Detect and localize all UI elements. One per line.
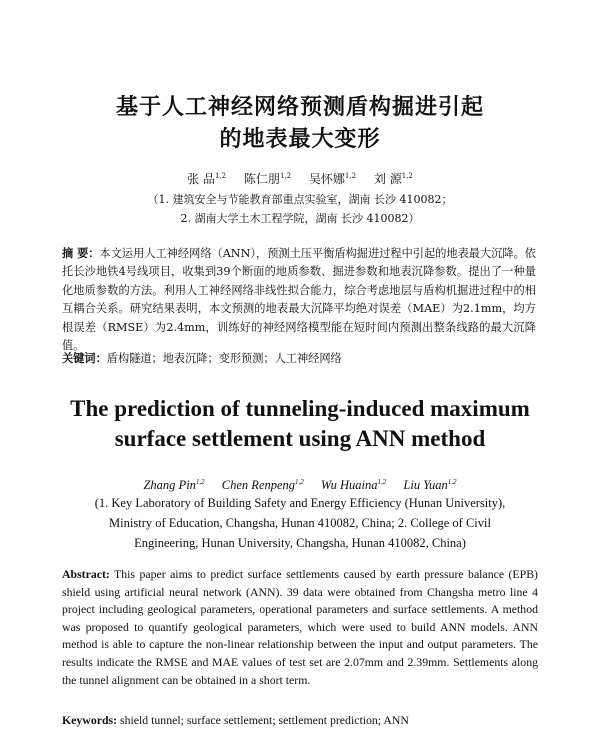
chinese-keywords [62, 350, 536, 368]
chinese-affiliation-line-2: 2. 湖南大学土木工程学院，湖南 长沙 410082） [180, 212, 420, 225]
chinese-abstract [62, 245, 536, 355]
english-title [0, 394, 600, 454]
english-keywords-text: shield tunnel; surface settlement; settlement prediction; ANN [117, 713, 409, 727]
english-affiliations [60, 493, 540, 553]
chinese-keywords-text: 盾构隧道；地表沉降；变形预测；人工神经网络 [106, 352, 342, 365]
english-author: Zhang Pin$^{1,2}$ [143, 477, 205, 492]
chinese-authors [0, 170, 600, 188]
english-author: Liu Yuan$^{1,2}$ [403, 477, 457, 492]
english-keywords [62, 711, 538, 729]
english-author: Wu Huaina$^{1,2}$ [320, 477, 387, 492]
english-affiliation-line-3: Engineering, Hunan University, Changsha, Hunan 410082, China) [134, 536, 466, 550]
chinese-keywords-label: 关键词： [62, 352, 107, 365]
english-title-line-1: The prediction of tunneling-induced maximum [70, 396, 530, 421]
chinese-title-line-2: 的地表最大变形 [219, 127, 381, 152]
chinese-title-line-1: 基于人工神经网络预测盾构掘进引起 [115, 95, 484, 120]
english-title-line-2: surface settlement using ANN method [114, 426, 486, 451]
english-abstract-text: This paper aims to predict surface settlements caused by earth pressure balance (EPB) shield using artificial neural network (ANN). 39 data were obtained from Changsha metro line 4 project including geological parameters, operational parameters and surface settlements. A method was proposed to quantify geological parameters, which were used to build ANN models. ANN method is able to capture the non-linear relationship between the input and output parameters. The results indicate the RMSE and MAE values of test set are 2.07mm and 2.39mm. Settlements along the tunnel alignment can be obtained in a short term. [62, 567, 538, 687]
chinese-author: 陈仁朋$^{1,2}$ [243, 172, 292, 186]
english-keywords-label: Keywords: [62, 713, 118, 727]
chinese-author: 吴怀娜$^{1,2}$ [308, 172, 357, 186]
chinese-affiliation-line-1: （1. 建筑安全与节能教育部重点实验室，湖南 长沙 410082； [147, 193, 453, 206]
chinese-author: 张 品$^{1,2}$ [187, 172, 227, 186]
english-affiliation-line-1: (1. Key Laboratory of Building Safety and Energy Efficiency (Hunan University), [94, 496, 506, 510]
english-affiliation-line-2: Ministry of Education, Changsha, Hunan 410082, China; 2. College of Civil [109, 516, 491, 530]
english-author: Chen Renpeng$^{1,2}$ [221, 477, 304, 492]
english-abstract-label: Abstract: [62, 567, 110, 581]
chinese-abstract-text: 本文运用人工神经网络（ANN），预测土压平衡盾构掘进过程中引起的地表最大沉降。依托长沙地铁4号线项目，收集到39个断面的地质参数、掘进参数和地表沉降参数。提出了一种量化地质参数的方法。利用人工神经网络非线性拟合能力，综合考虑地层与盾构机掘进过程中的相互耦合关系。研究结果表明，本文预测的地表最大沉降平均绝对误差（MAE）为2.1mm，均方根误差（RMSE）为2.4mm，训练好的神经网络模型能在短时间内预测出整条线路的最大沉降值。 [62, 247, 536, 353]
english-abstract [62, 566, 538, 689]
chinese-title [0, 92, 600, 156]
chinese-affiliations [0, 190, 600, 228]
english-authors [0, 476, 600, 494]
chinese-abstract-label: 摘 要： [62, 247, 100, 260]
chinese-author: 刘 源$^{1,2}$ [373, 172, 413, 186]
